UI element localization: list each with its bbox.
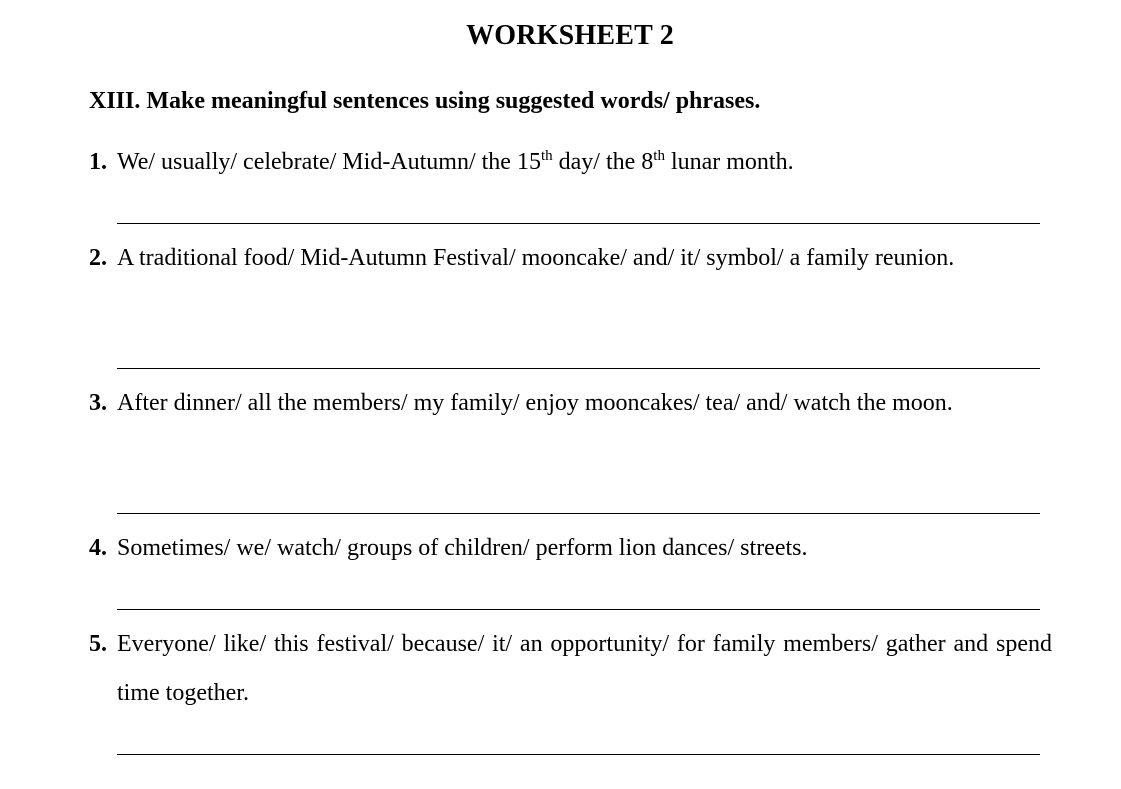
item-number: 1. — [89, 149, 107, 175]
exercise-item-3 — [89, 379, 1052, 428]
ordinal-suffix: th — [540, 148, 553, 164]
ordinal-suffix: th — [653, 148, 665, 164]
answer-line-3[interactable] — [117, 513, 1040, 514]
exercise-item-5 — [89, 620, 1052, 718]
exercise-item-1 — [89, 138, 1052, 187]
answer-line-5[interactable] — [117, 754, 1040, 755]
worksheet-title: WORKSHEET 2 — [466, 20, 674, 51]
item-number: 3. — [89, 390, 107, 416]
exercise-item-4 — [89, 524, 1052, 573]
item-number: 2. — [89, 245, 107, 271]
item-prompt: After dinner/ all the members/ my family/ enjoy mooncakes/ tea/ and/ watch the moon. — [117, 390, 953, 416]
item-prompt: Everyone/ like/ this festival/ because/ it/ an opportunity/ for family members/ gather and spend time together. — [117, 631, 1052, 706]
item-number: 4. — [89, 535, 107, 561]
item-prompt: We/ usually/ celebrate/ Mid-Autumn/ the 15th day/ the 8th lunar month. — [117, 148, 794, 175]
exercise-item-2 — [89, 234, 1052, 283]
item-prompt: Sometimes/ we/ watch/ groups of children/ perform lion dances/ streets. — [117, 535, 808, 561]
item-prompt: A traditional food/ Mid-Autumn Festival/ mooncake/ and/ it/ symbol/ a family reunion. — [117, 245, 955, 271]
section-heading: XIII. Make meaningful sentences using suggested words/ phrases. — [89, 88, 761, 114]
answer-line-1[interactable] — [117, 223, 1040, 224]
item-number: 5. — [89, 631, 107, 657]
answer-line-2[interactable] — [117, 368, 1040, 369]
answer-line-4[interactable] — [117, 609, 1040, 610]
